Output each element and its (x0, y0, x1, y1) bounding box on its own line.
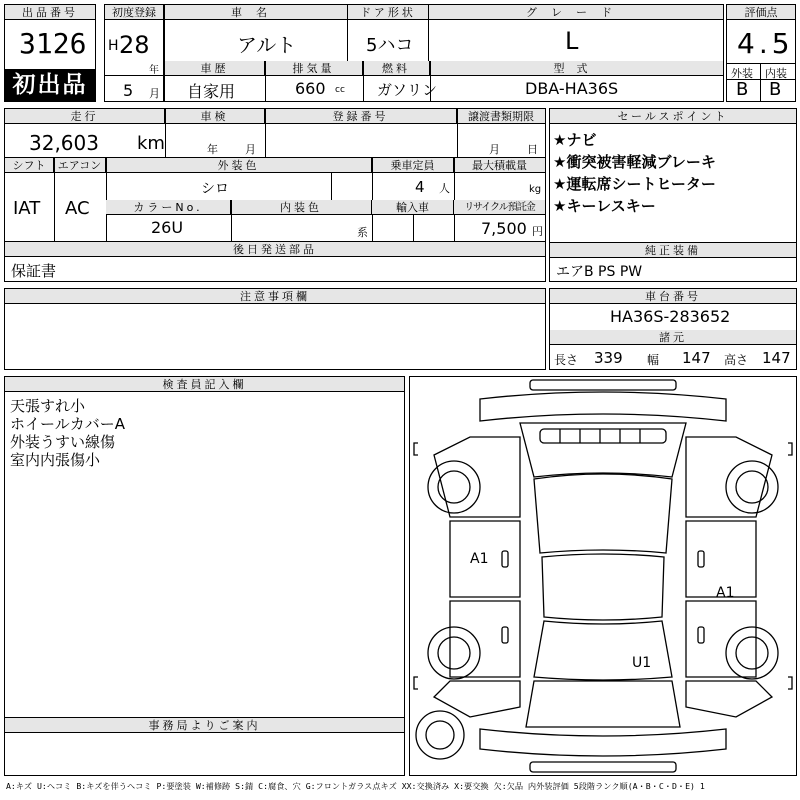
history-label: 車歴 (165, 61, 265, 76)
width: 147 (682, 349, 711, 367)
office-label: 事務局よりご案内 (5, 718, 404, 733)
fuel-label: 燃料 (363, 61, 430, 76)
import-label: 輸入車 (372, 200, 454, 215)
length-label: 長さ (554, 353, 579, 367)
int-color-label: 内装色 (231, 200, 372, 215)
model-code: DBA-HA36S (525, 79, 619, 98)
mileage: 32,603 (29, 131, 99, 155)
first-listing-badge: 初出品 (5, 69, 95, 101)
car-diagram (409, 376, 797, 776)
car-name: アルト (237, 33, 297, 57)
int-color-unit: 系 (357, 226, 368, 239)
later-parts-box (4, 242, 546, 282)
interior-score: B (769, 79, 782, 100)
reg-year: 28 (119, 31, 150, 59)
era: H (108, 38, 119, 54)
model-code-label: 型式 (430, 61, 723, 76)
first-reg-label: 初度登録 (105, 5, 163, 20)
inspector-note: 室内内張傷小 (10, 451, 101, 469)
color-no: 26U (151, 218, 184, 237)
mileage-box (4, 108, 546, 158)
total-score: 4.5 (737, 27, 794, 60)
recycle-unit: 円 (532, 225, 543, 238)
damage-mark-left: A1 (470, 551, 489, 567)
grade: L (565, 27, 579, 55)
chassis-label: 車台番号 (550, 289, 796, 304)
notes-label: 注意事項欄 (5, 289, 545, 304)
chassis-box (549, 288, 797, 370)
sales-points-label: セールスポイント (550, 109, 796, 124)
transfer-label: 譲渡書類期限 (457, 109, 545, 124)
color-no-label: カラーNo. (106, 200, 231, 215)
score-box (726, 4, 796, 102)
notes-box (4, 288, 546, 370)
max-load-unit: kg (529, 184, 542, 195)
inspector-label: 検査員記入欄 (5, 377, 404, 392)
door-type: 5ハコ (366, 35, 414, 56)
transfer-month-unit: 月 (489, 143, 500, 156)
aircon-label: エアコン (54, 158, 106, 173)
inspector-note: 外装うすい線傷 (10, 433, 116, 451)
mileage-label: 走行 (5, 109, 165, 124)
sales-points-box (549, 108, 797, 243)
shift: IAT (13, 198, 41, 219)
inspection-month-unit: 月 (245, 143, 256, 156)
score-label: 評価点 (727, 5, 795, 20)
shift-label: シフト (5, 158, 54, 173)
capacity-unit: 人 (439, 182, 450, 195)
history-row (164, 61, 724, 102)
chassis-number: HA36S-283652 (610, 307, 731, 326)
height: 147 (762, 349, 791, 367)
car-name-label: 車名 (165, 5, 347, 20)
width-label: 幅 (647, 353, 660, 367)
recycle-label: リサイクル預託金 (454, 200, 545, 215)
displacement: 660 (295, 79, 326, 98)
ext-color-label: 外装色 (106, 158, 372, 173)
genuine-label: 純正装備 (550, 243, 796, 258)
exterior-label: 外装 (731, 67, 753, 80)
dimensions-label: 諸元 (550, 330, 796, 345)
fuel: ガソリン (377, 81, 438, 99)
capacity: 4 (415, 178, 425, 196)
history: 自家用 (187, 82, 236, 101)
first-reg-box (104, 4, 164, 102)
legend: A:キズ U:ヘコミ B:キズを伴うヘコミ P:要塗装 W:補修跡 S:錆 C:腐食、穴 G:フロントガラス点キズ XX:交換済み X:要交換 欠:欠品 内外装評価 5段階ランク順(A・B・C・D・E) 1 (6, 781, 705, 791)
door-label: ドア形状 (348, 5, 428, 20)
office-box (4, 718, 405, 776)
interior-label: 内装 (765, 67, 787, 80)
transfer-day-unit: 日 (527, 143, 538, 156)
inspection-label: 車検 (165, 109, 265, 124)
grade-label: グレード (429, 5, 723, 20)
lot-number: 3126 (19, 27, 87, 60)
mileage-unit: km (137, 133, 165, 154)
recycle: 7,500 (481, 219, 527, 238)
inspector-note: ホイールカバーA (10, 415, 125, 433)
later-parts: 保証書 (11, 262, 57, 280)
damage-mark-bottom: U1 (632, 655, 652, 671)
month-unit: 月 (149, 87, 160, 100)
length: 339 (594, 349, 623, 367)
capacity-label: 乗車定員 (372, 158, 454, 173)
max-load-label: 最大積載量 (454, 158, 545, 173)
inspector-note: 天張すれ小 (10, 397, 86, 415)
cc-unit: cc (335, 85, 345, 95)
lot-number-box (4, 4, 96, 102)
height-label: 高さ (724, 353, 749, 367)
year-unit: 年 (149, 65, 159, 76)
genuine-equipment: エアB PS PW (556, 264, 643, 280)
ext-color: シロ (201, 181, 229, 197)
damage-mark-right: A1 (716, 585, 735, 601)
sales-point: ★衝突被害軽減ブレーキ (553, 153, 716, 171)
genuine-box (549, 242, 797, 282)
aircon: AC (65, 198, 90, 219)
spec-box (4, 158, 546, 242)
lot-number-label: 出品番号 (5, 5, 95, 20)
sales-point: ★運転席シートヒーター (553, 175, 716, 193)
inspection-year-unit: 年 (207, 143, 218, 156)
inspector-box (4, 376, 405, 718)
car-outline-diagram (410, 377, 796, 775)
reg-no-label: 登録番号 (265, 109, 457, 124)
reg-month: 5 (123, 81, 134, 100)
sales-point: ★キーレスキー (553, 197, 656, 215)
later-parts-label: 後日発送部品 (5, 242, 545, 257)
displacement-label: 排気量 (265, 61, 363, 76)
exterior-score: B (736, 79, 749, 100)
sales-point: ★ナビ (553, 131, 597, 149)
